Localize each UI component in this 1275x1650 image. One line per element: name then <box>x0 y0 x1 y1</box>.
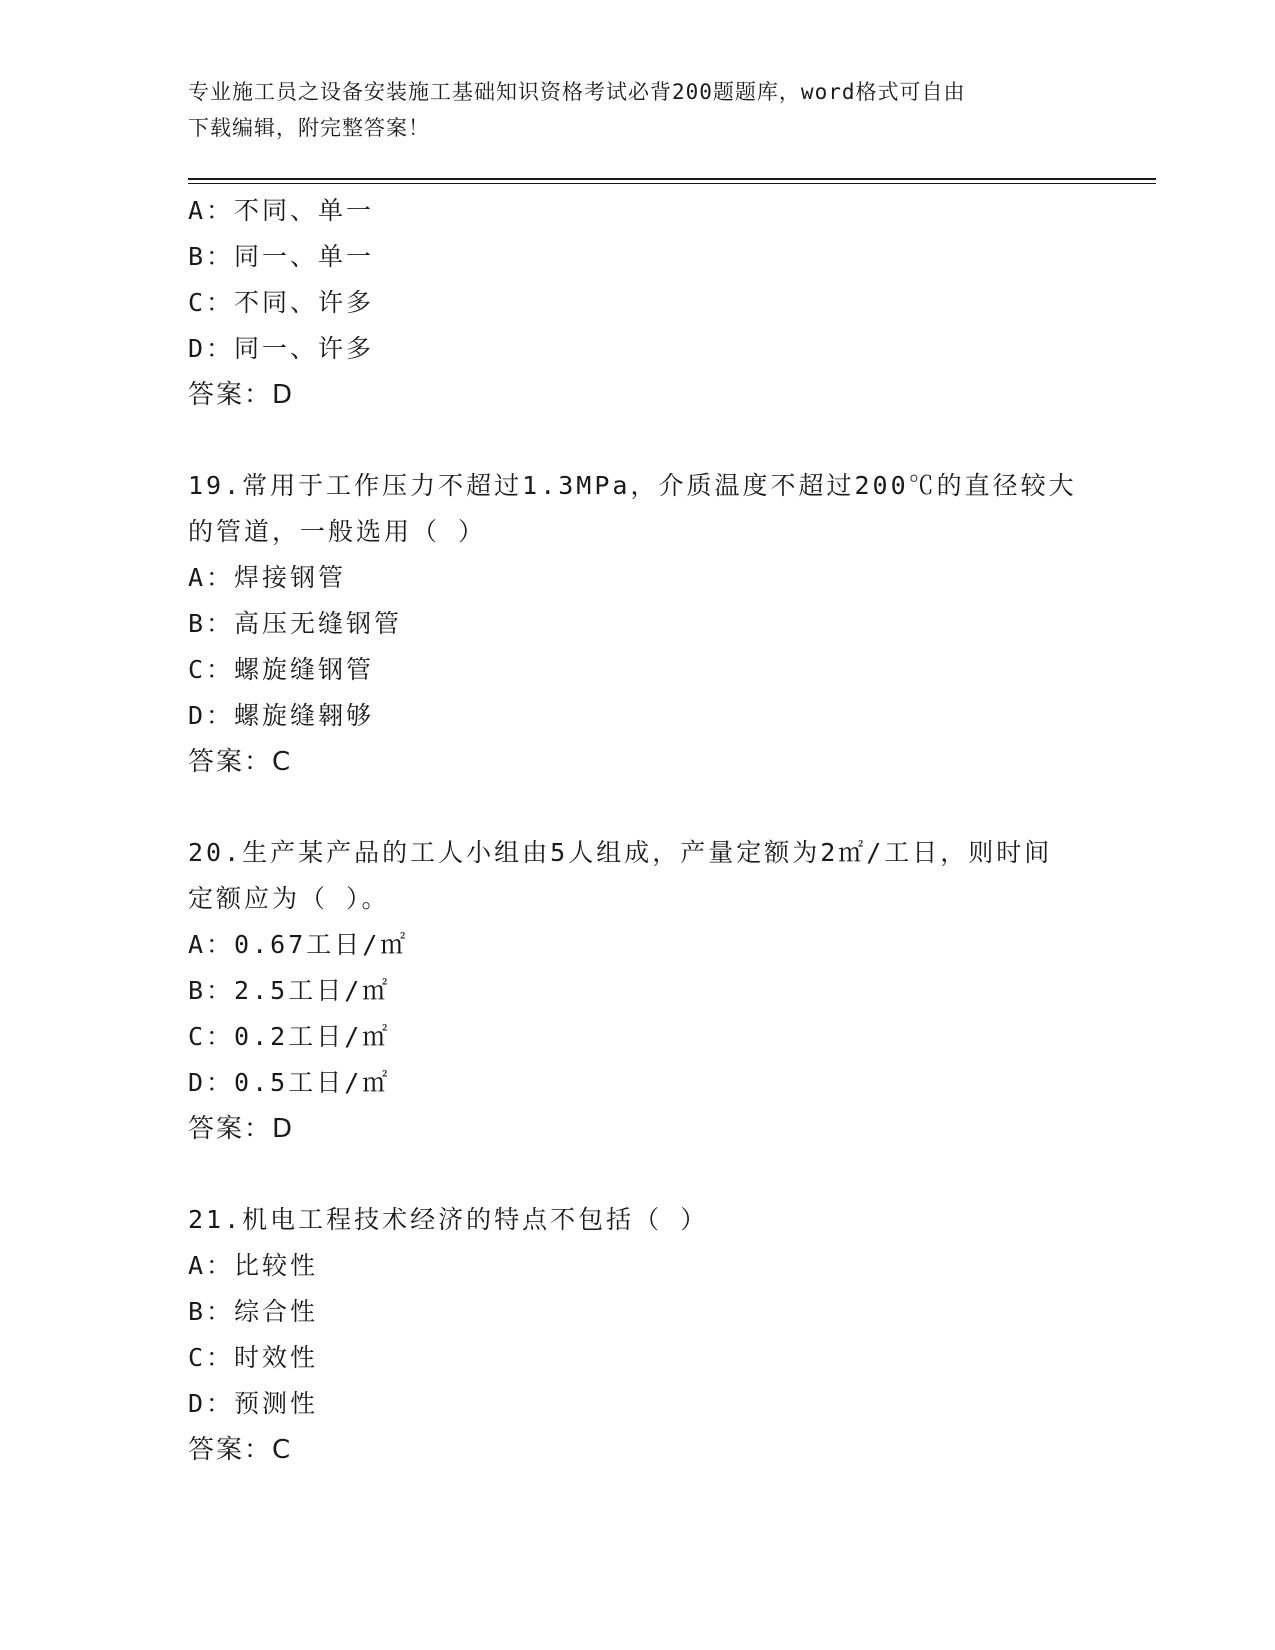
option-d: D：预测性 <box>188 1389 319 1418</box>
header-line-1: 专业施工员之设备安装施工基础知识资格考试必背200题题库，word格式可自由 <box>188 80 966 104</box>
question-20 <box>188 830 1148 1152</box>
question-stem-line-2: 的管道，一般选用（ ） <box>188 517 487 546</box>
answer: 答案：D <box>188 1114 295 1144</box>
option-d: D：螺旋缝翱够 <box>188 701 375 730</box>
question-stem-line-1: 19.常用于工作压力不超过1.3MPa，介质温度不超过200℃的直径较大 <box>188 471 1077 500</box>
question-list <box>188 188 1148 1473</box>
answer: 答案：D <box>188 380 295 410</box>
option-a: A：不同、单一 <box>188 196 375 225</box>
document-header <box>188 74 1088 146</box>
option-d: D：同一、许多 <box>188 334 375 363</box>
spacer <box>188 1152 1148 1197</box>
header-line-2: 下载编辑，附完整答案！ <box>188 116 430 140</box>
option-a: A：比较性 <box>188 1251 319 1280</box>
question-21 <box>188 1197 1148 1473</box>
option-b: B：综合性 <box>188 1297 319 1326</box>
spacer <box>188 785 1148 830</box>
answer: 答案：C <box>188 1435 293 1465</box>
question-stem-line-1: 20.生产某产品的工人小组由5人组成，产量定额为2㎡/工日，则时间 <box>188 838 1053 867</box>
option-c: C：螺旋缝钢管 <box>188 655 375 684</box>
header-divider-thick <box>188 178 1156 180</box>
option-b: B：同一、单一 <box>188 242 375 271</box>
answer: 答案：C <box>188 747 293 777</box>
option-b: B：2.5工日/㎡ <box>188 976 391 1005</box>
spacer <box>188 418 1148 463</box>
question-stem-line-2: 定额应为（ ）。 <box>188 884 390 913</box>
option-d: D：0.5工日/㎡ <box>188 1068 391 1097</box>
option-c: C：0.2工日/㎡ <box>188 1022 391 1051</box>
option-c: C：不同、许多 <box>188 288 375 317</box>
header-divider-thin <box>188 183 1156 184</box>
question-19 <box>188 463 1148 785</box>
option-a: A：0.67工日/㎡ <box>188 930 409 959</box>
option-b: B：高压无缝钢管 <box>188 609 403 638</box>
question-stem-line-1: 21.机电工程技术经济的特点不包括（ ） <box>188 1205 709 1234</box>
option-a: A：焊接钢管 <box>188 563 347 592</box>
option-c: C：时效性 <box>188 1343 319 1372</box>
question-18 <box>188 188 1148 418</box>
